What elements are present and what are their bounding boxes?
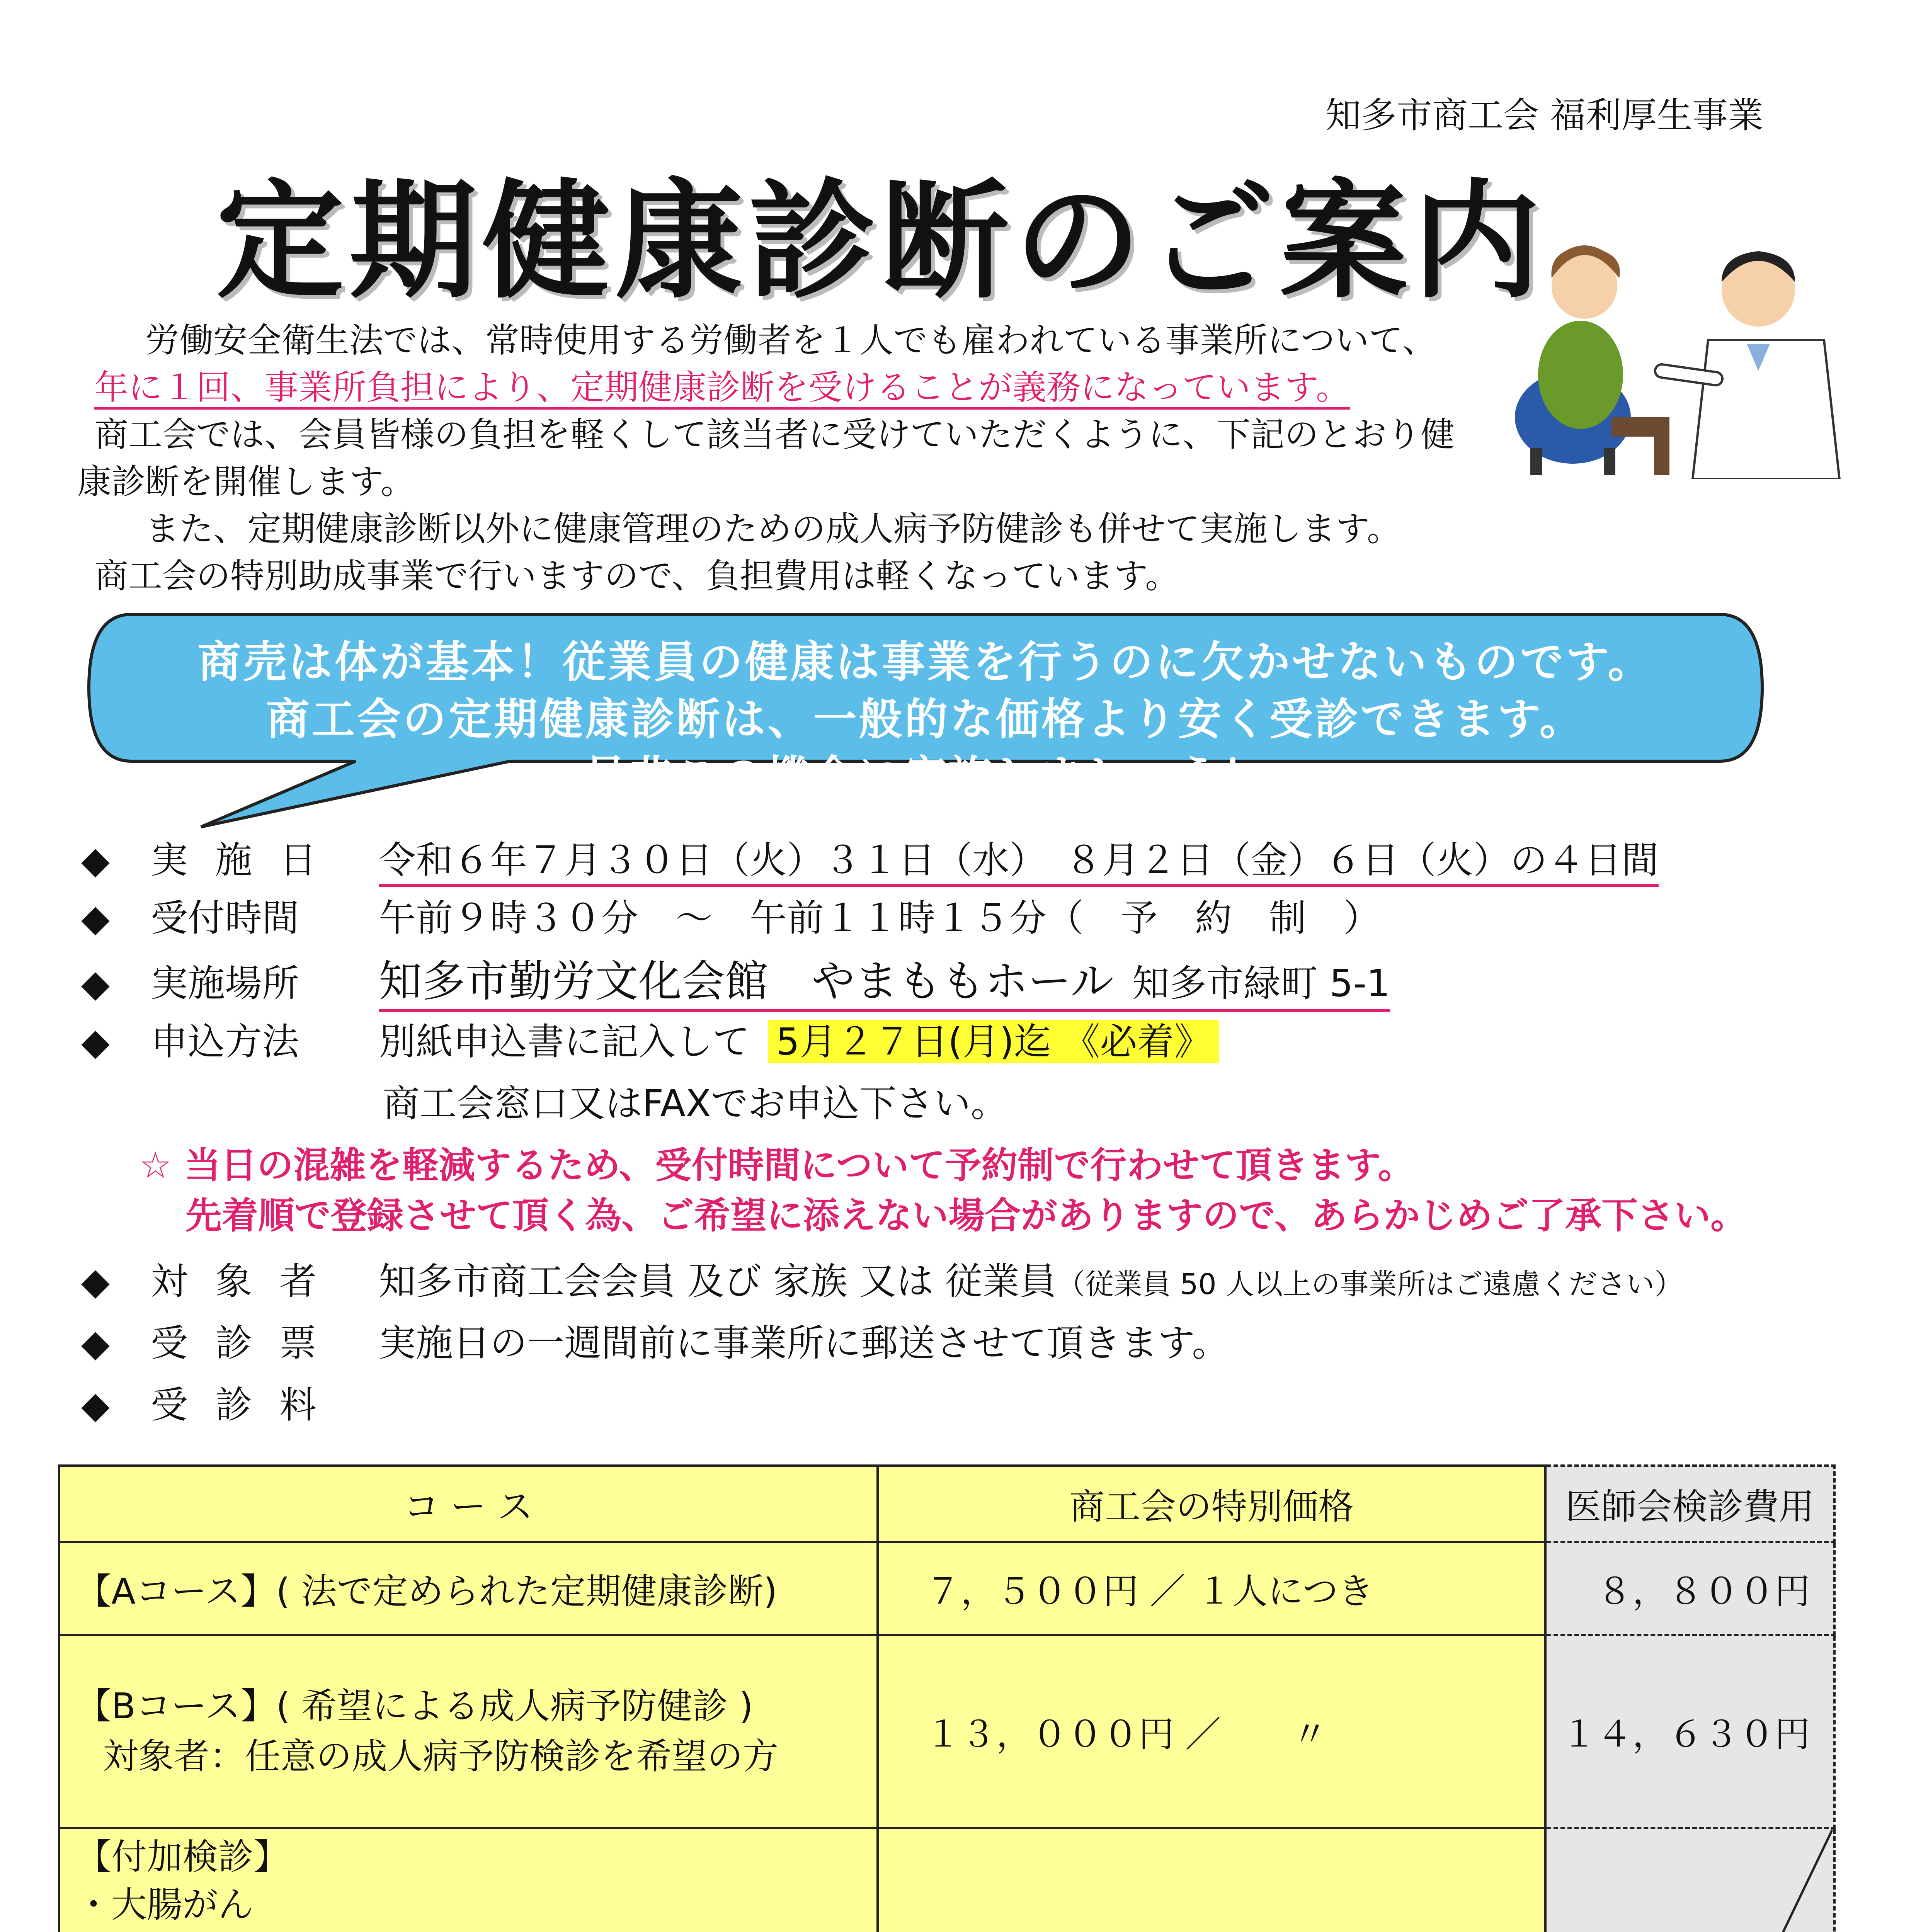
diamond-icon: ◆ — [81, 962, 110, 1005]
detail-place — [81, 947, 1390, 1012]
apply-deadline: 5月２７日(月)迄 《必着》 — [768, 1020, 1219, 1063]
extra-tests — [59, 1828, 878, 1932]
detail-label: 実施場所 — [151, 962, 299, 1005]
page-title: 定期健康診断のご案内 — [216, 167, 1546, 316]
bubble-line-2: 商工会の定期健康診断は、一般的な価格より安く受診できます。 — [266, 694, 1585, 745]
intro-obligation: 年に１回、事業所負担により、定期健康診断を受けることが義務になっています。 — [94, 367, 1350, 410]
detail-date — [81, 831, 1659, 887]
bubble-line-1: 商売は体が基本！従業員の健康は事業を行うのに欠かせないものです。 — [197, 637, 1654, 687]
intro-line-1: 労働安全衛生法では、常時使用する労働者を１人でも雇われている事業所について、 — [145, 320, 1436, 360]
intro-line-3: また、定期健康診断以外に健康管理のための成人病予防健診も併せて実施します。 — [145, 509, 1401, 549]
course-b — [59, 1635, 878, 1828]
apply-text-2: 商工会窓口又はFAXでお申込下さい。 — [383, 1082, 1008, 1125]
detail-apply — [81, 1012, 1219, 1065]
detail-fee — [81, 1376, 379, 1429]
notice-line-2: 先着順で登録させて頂く為、ご希望に添えない場合がありますので、あらかじめご了承下さい。 — [185, 1195, 1747, 1237]
doctor-fee-b: １４，６３０円 — [1545, 1635, 1834, 1828]
course-b-line-2: 対象者：任意の成人病予防検診を希望の方 — [103, 1736, 779, 1777]
detail-value: 実施日の一週間前に事業所に郵送させて頂きます。 — [379, 1321, 1229, 1365]
diagonal-slash — [1547, 1829, 1833, 1932]
detail-label: 受 診 料 — [151, 1383, 325, 1427]
course-b-line-1: 【Bコース】( 希望による成人病予防健診 ) — [76, 1685, 753, 1727]
doctor-fee-a: ８，８００円 — [1545, 1542, 1834, 1635]
apply-line-2 — [383, 1074, 1008, 1127]
extra-title: 【付加検診】 — [76, 1836, 289, 1878]
place-address: 知多市緑町 5-1 — [1132, 962, 1390, 1005]
diamond-icon: ◆ — [81, 838, 110, 882]
price-a: ７，５００円 ／ １人につき — [878, 1542, 1545, 1635]
diamond-icon: ◆ — [81, 1260, 110, 1303]
intro-text — [77, 317, 1488, 600]
detail-value: 午前９時３０分 ～ 午前１１時１５分（ 予 約 制 ） — [379, 896, 1380, 940]
detail-label: 受 診 票 — [151, 1321, 325, 1365]
patient-body-icon — [1538, 321, 1623, 429]
extra-prices — [878, 1828, 1545, 1932]
header-doctor-fee: 医師会検診費用 — [1545, 1466, 1834, 1542]
doctor-fee-extra — [1545, 1828, 1834, 1932]
detail-label: 受付時間 — [151, 896, 299, 940]
extra-item — [76, 1929, 876, 1932]
detail-value: 令和６年７月３０日（火）３１日（水） ８月２日（金）６日（火）の４日間 — [379, 831, 1659, 887]
detail-ticket — [81, 1314, 1229, 1367]
doctor-body-icon — [1693, 340, 1839, 479]
detail-time — [81, 889, 1380, 942]
price-b: １３，０００円 ／ 〃 — [878, 1635, 1545, 1828]
target-value: 知多市商工会会員 及び 家族 又は 従業員 — [379, 1260, 1057, 1303]
header-course: コ ー ス — [59, 1466, 878, 1542]
bubble-text — [85, 634, 1766, 805]
place-name: 知多市勤労文化会館 やまももホール — [379, 956, 1114, 1007]
extra-price — [925, 1929, 1544, 1932]
organization-name: 知多市商工会 福利厚生事業 — [1326, 95, 1764, 136]
intro-line-2a: 商工会では、会員皆様の負担を軽くして該当者に受けていただくように、下記のとおり健 — [94, 415, 1455, 454]
header-special-price: 商工会の特別価格 — [878, 1466, 1545, 1542]
detail-label: 対 象 者 — [151, 1260, 325, 1303]
notice-line-1: ☆ 当日の混雑を軽減するため、受付時間について予約制で行わせて頂きます。 — [139, 1145, 1414, 1187]
fee-table — [58, 1464, 1836, 1932]
course-a: 【Aコース】( 法で定められた定期健康診断) — [59, 1542, 878, 1635]
bubble-line-3: 是非この機会に実施しましょう！ — [584, 752, 1268, 802]
detail-label: 申込方法 — [151, 1020, 299, 1063]
doctor-patient-illustration — [1507, 216, 1847, 479]
diamond-icon: ◆ — [81, 1321, 110, 1365]
intro-line-2b: 康診断を開催します。 — [77, 462, 415, 502]
diamond-icon: ◆ — [81, 1383, 110, 1427]
detail-label: 実 施 日 — [151, 838, 325, 882]
target-note: （従業員 50 人以上の事業所はご遠慮ください） — [1057, 1268, 1683, 1301]
extra-item: ・大腸がん — [76, 1884, 254, 1925]
diamond-icon: ◆ — [81, 1020, 110, 1063]
detail-target — [81, 1252, 1683, 1305]
diamond-icon: ◆ — [81, 896, 110, 940]
intro-line-4: 商工会の特別助成事業で行いますので、負担費用は軽くなっています。 — [94, 556, 1179, 596]
apply-text: 別紙申込書に記入して — [379, 1020, 750, 1063]
